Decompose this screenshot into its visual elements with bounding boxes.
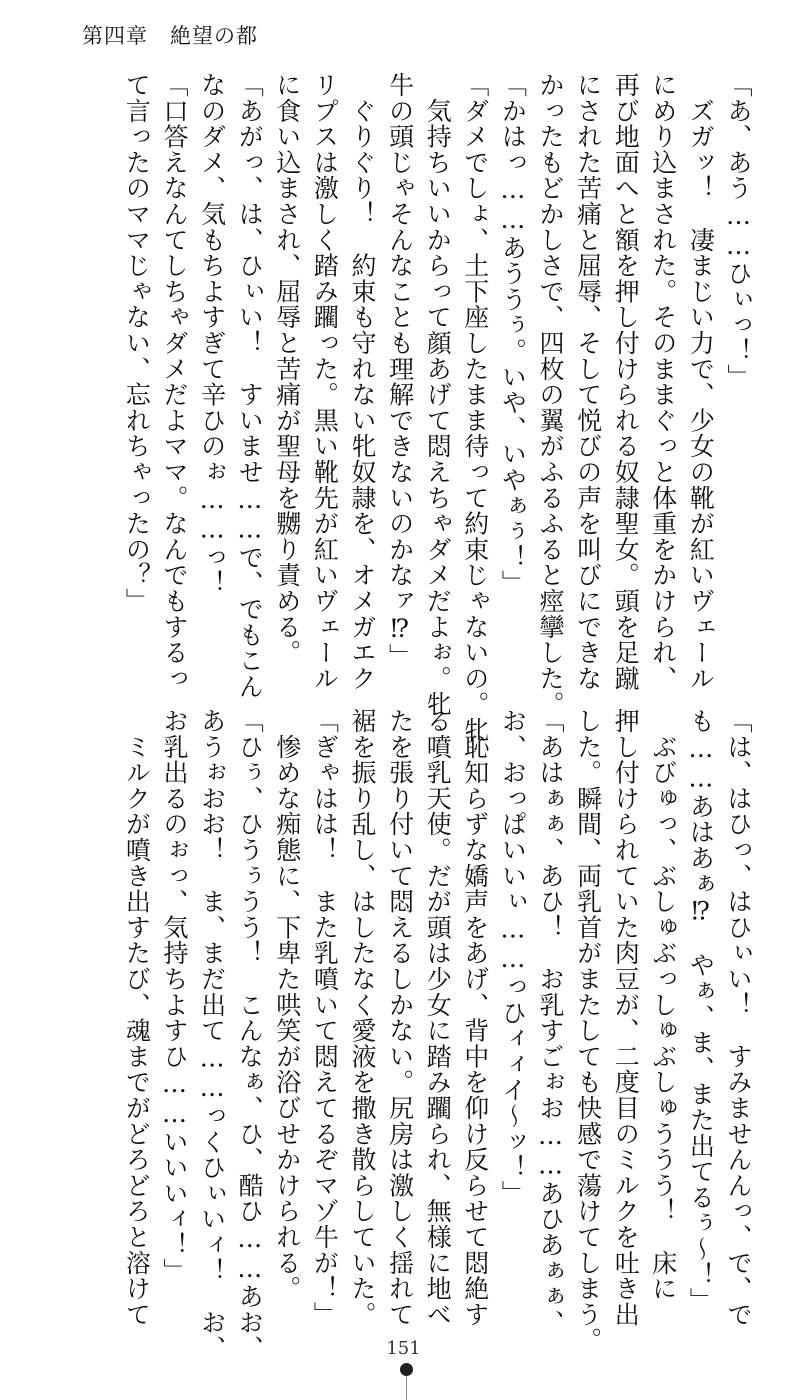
- page-number: 151: [386, 1338, 421, 1359]
- text-column: も……あはあぁ⁉ やぁ、ま、また出てるぅ〜！」: [686, 708, 716, 1314]
- page-marker-dot: [400, 1363, 413, 1376]
- chapter-header: 第四章 絶望の都: [82, 24, 258, 48]
- text-column: ぶびゅっ、ぶしゅぶっしゅぶしゅううう！ 床に: [648, 708, 678, 1302]
- text-column: 惨めな痴態に、下卑た哄笑が浴びせかけられる。: [272, 708, 302, 1302]
- text-column: かったもどかしさで、四枚の翼がふるふると痙攣した。: [536, 72, 565, 717]
- text-column: 恥知らずな嬌声をあげ、背中を仰け反らせて悶絶す: [460, 708, 490, 1328]
- text-column: 「口答えなんてしちゃダメだよママ。なんでもするっ: [160, 72, 189, 692]
- text-column: て言ったのママじゃない、忘れちゃったの？」: [122, 72, 152, 614]
- text-column: ぐりぐり！ 約束も守れない牝奴隷を、オメガエク: [348, 72, 377, 692]
- text-column: たを張り付いて悶えるしかない。尻房は激しく揺れて: [385, 708, 415, 1328]
- text-column: にめり込まされた。そのままぐっと体重をかけられ、: [648, 72, 678, 692]
- text-column: 「あ、あう……ひぃっ！」: [724, 72, 753, 390]
- text-column: にされた苦痛と屈辱、そして悦びの声を叫びにできな: [573, 72, 603, 692]
- text-column: 「は、はひっ、はひぃい！ すみませんんっ、で、で: [724, 708, 753, 1328]
- text-column: あうぉおお！ ま、まだ出て……っくひぃいィ！ お、: [197, 708, 227, 1361]
- page-marker-line: [406, 1376, 407, 1400]
- text-column: 「かはっ……あううぅ。いや、いやぁぅ！」: [498, 72, 528, 596]
- text-column: 気持ちいいからって顔あげて悶えちゃダメだよぉ。牝: [423, 72, 453, 717]
- text-column: る噴乳天使。だが頭は少女に踏み躙られ、無様に地べ: [423, 708, 453, 1328]
- text-column: 牛の頭じゃそんなことも理解できないのかなァ⁉」: [385, 72, 415, 670]
- text-column: お乳出るのぉっ、気持ちよすひ……いいいィ！」: [160, 708, 189, 1284]
- text-column: 「ぎゃはは！ また乳噴いて悶えてるぞマゾ牛が！」: [310, 708, 340, 1328]
- text-column: 押し付けられていた肉豆が、二度目のミルクを吐き出: [611, 708, 641, 1328]
- text-column: 裾を振り乱し、はしたなく愛液を撒き散らしていた。: [348, 708, 377, 1328]
- text-column: 「ダメでしょ、土下座したまま待って約束じゃないの。牝: [460, 72, 490, 743]
- text-column: 「あはぁぁ、あひ！ お乳すごぉお……あひあぁぁ、: [536, 708, 565, 1336]
- text-column: 「ひぅ、ひうぅうう！ こんなぁ、ひ、酷ひ……あお、: [235, 708, 265, 1361]
- text-column: 再び地面へと額を押し付けられる奴隷聖女。頭を足蹴: [611, 72, 641, 692]
- text-column: リプスは激しく踏み躙った。黒い靴先が紅いヴェール: [310, 72, 340, 692]
- text-column: お、おっぱいいぃ……っひィィイ〜ッ！」: [498, 708, 528, 1207]
- text-column: なのダメ、気もちよすぎて辛ひのぉ……っ！: [197, 72, 227, 596]
- text-column: ズガッ！ 凄まじい力で、少女の靴が紅いヴェール: [686, 72, 716, 692]
- text-column: した。瞬間、両乳首がまたしても快感で蕩けてしまう。: [573, 708, 603, 1353]
- text-column: に食い込まされ、屈辱と苦痛が聖母を嬲り責める。: [272, 72, 302, 666]
- text-column: 「あがっ、は、ひぃい！ すいませ……で、でもこん: [235, 72, 265, 700]
- text-column: ミルクが噴き出すたび、魂までがどろどろと溶けて: [122, 708, 152, 1328]
